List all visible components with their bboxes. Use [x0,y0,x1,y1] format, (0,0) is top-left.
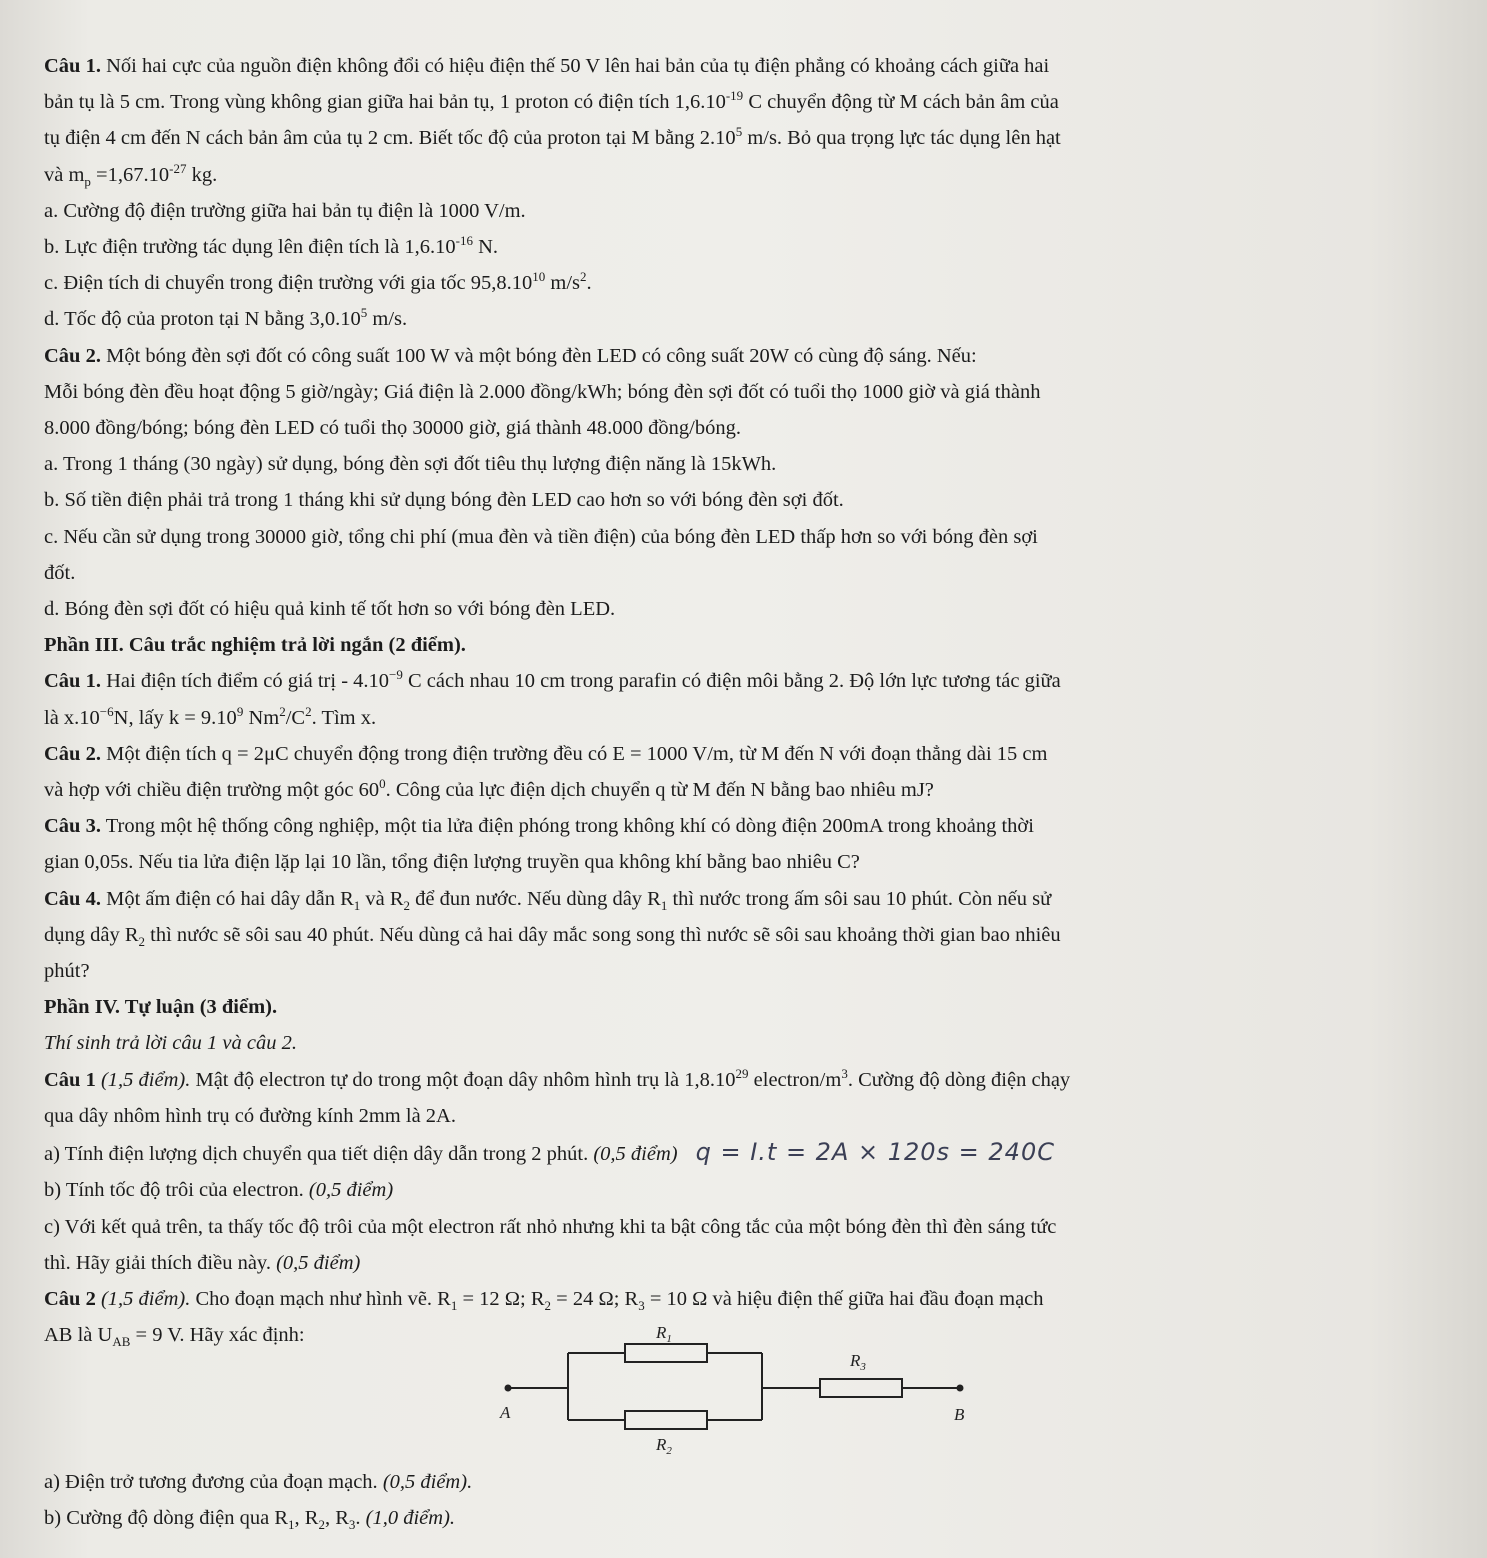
text-line [44,265,1444,301]
text-run: phút? [44,960,90,983]
text-line [44,193,1444,229]
text-run: b. Lực điện trường tác dụng lên điện tích là 1,6.10 [44,236,456,259]
text-run: = 9 V. Hãy xác định: [130,1324,305,1347]
text-run: Một điện tích q = 2μC chuyển động trong điện trường đều có E = 1000 V/m, từ M đến N với đoạn thẳng dài 15 cm [100,742,1048,765]
text-run: 2 [305,703,312,719]
text-run: (0,5 điểm) [308,1179,394,1202]
text-run: Câu 1. [44,670,101,693]
text-run: −9 [389,667,403,683]
text-run: a. Trong 1 tháng (30 ngày) sử dụng, bóng đèn sợi đốt tiêu thụ lượng điện năng là 15kWh. [44,453,777,476]
text-run: 8.000 đồng/bóng; bóng đèn LED có tuổi thọ 30000 giờ, giá thành 48.000 đồng/bóng. [44,417,741,440]
text-run: Câu 2. [44,742,101,765]
text-run: , R [324,1507,349,1530]
text-run: gian 0,05s. Nếu tia lửa điện lặp lại 10 lần, tổng điện lượng truyền qua không khí bằng bao nhiêu C? [44,851,860,874]
text-run: b. Số tiền điện phải trả trong 1 tháng khi sử dụng bóng đèn LED cao hơn so với bóng đèn sợi đốt. [44,489,844,512]
text-run: (1,5 điểm). [95,1068,191,1091]
text-run: c) Với kết quả trên, ta thấy tốc độ trôi của một electron rất nhỏ nhưng khi ta bật công tắc của một bóng đèn thì đèn sáng tức [44,1215,1057,1238]
text-run: m/s. Bỏ qua trọng lực tác dụng lên hạt [742,127,1061,150]
text-line [44,953,1444,989]
text-run: 3 [638,1298,645,1313]
text-run: AB [112,1334,131,1350]
text-line [44,1245,1444,1281]
text-run: (1,0 điểm). [365,1507,456,1530]
text-run: (0,5 điểm) [276,1251,361,1274]
text-run: 2 [544,1298,552,1313]
label-r3: $R_3$ [850,1351,866,1373]
text-run: Câu 1. [44,55,101,77]
text-run: thì nước trong ấm sôi sau 10 phút. Còn nếu sử [667,887,1052,910]
text-run: Phần III. Câu trắc nghiệm trả lời ngắn (2 điểm). [44,634,466,657]
question-sub-items [44,1464,1444,1536]
text-line [44,410,1444,446]
text-line [44,700,1444,736]
text-run: Câu 4. [44,887,101,910]
text-run: c. Điện tích di chuyển trong điện trường với gia tốc 95,8.10 [44,272,533,295]
text-run: electron/m [748,1068,842,1091]
text-run: p [84,173,91,189]
label-a: A [500,1403,511,1422]
text-run: . Tìm x. [311,706,377,729]
text-run: Một ấm điện có hai dây dẫn R [100,887,354,910]
text-run: 2 [138,933,146,949]
text-run: (0,5 điểm). [382,1471,473,1493]
text-run: = 12 Ω; R [457,1287,545,1310]
text-run: 1 [288,1517,295,1533]
text-run: , R [294,1507,319,1530]
text-run: bản tụ là 5 cm. Trong vùng không gian giữa hai bản tụ, 1 proton có điện tích 1,6.10 [44,91,726,114]
text-run: 9 [236,703,244,719]
text-line [44,808,1444,844]
text-line [44,881,1444,917]
text-line [44,555,1444,591]
text-run: Một bóng đèn sợi đốt có công suất 100 W và một bóng đèn LED có công suất 20W có cùng độ sáng. Nếu: [100,344,977,367]
text-line [44,229,1444,265]
text-run: a) Điện trở tương đương của đoạn mạch. [44,1471,383,1493]
text-run: =1,67.10 [90,163,170,186]
text-line [44,84,1444,120]
text-line [44,48,1444,84]
handwritten-answer: q = I.t = 2A × 120s = 240C [695,1138,1055,1167]
text-run: C chuyển động từ M cách bản âm của [743,91,1059,114]
text-line [44,1134,1444,1172]
text-run: Mỗi bóng đèn đều hoạt động 5 giờ/ngày; Giá điện là 2.000 đồng/kWh; bóng đèn sợi đốt có tuổi thọ 1000 giờ và giá thành [44,380,1041,403]
text-run: (0,5 điểm) [593,1143,678,1166]
text-run: /C [285,706,306,729]
text-run: kg. [186,163,218,186]
text-run: Câu 3. [44,815,101,838]
text-run: Mật độ electron tự do trong một đoạn dây nhôm hình trụ là 1,8.10 [190,1068,736,1091]
text-run: Phần IV. Tự luận (3 điểm). [44,996,278,1019]
text-run: và m [44,163,85,186]
text-run: b) Tính tốc độ trôi của electron. [44,1179,309,1202]
terminal-b [957,1385,964,1392]
text-run: . [586,272,592,295]
text-line [44,120,1444,156]
resistor-r1 [625,1344,707,1362]
text-line [44,627,1444,663]
text-run: . Cường độ dòng điện chạy [847,1068,1071,1091]
label-r1: $R_1$ [656,1323,672,1345]
text-line [44,1098,1444,1134]
text-run: Nối hai cực của nguồn điện không đổi có hiệu điện thế 50 V lên hai bản của tụ điện phẳng có khoảng cách giữa hai [100,55,1050,77]
terminal-a [505,1385,512,1392]
text-run: m/s. [367,308,408,331]
text-run: 10 [532,269,546,285]
text-run: Câu 2 [44,1287,96,1310]
text-run: = 24 Ω; R [551,1287,639,1310]
text-line [44,1172,1444,1208]
resistor-r3 [820,1379,902,1397]
text-line [44,1209,1444,1245]
text-run: là x.10 [44,706,100,729]
text-line [44,338,1444,374]
text-run: a. Cường độ điện trường giữa hai bản tụ điện là 1000 V/m. [44,199,526,222]
text-run: 3 [841,1065,848,1081]
text-line [44,591,1444,627]
circuit-diagram [490,1318,990,1468]
text-line [44,736,1444,772]
text-run: 1 [660,897,668,913]
text-run: đốt. [44,561,76,584]
text-line [44,446,1444,482]
text-line [44,989,1444,1025]
text-run: 5 [360,305,368,321]
text-run: 0 [379,776,386,792]
text-run: 2 [403,897,411,913]
text-run: −6 [99,703,114,719]
text-run: Cho đoạn mạch như hình vẽ. R [190,1287,451,1310]
text-line [44,1464,1444,1500]
text-run: -16 [455,233,473,249]
text-run: 2 [279,703,286,719]
text-line [44,482,1444,518]
text-run: để đun nước. Nếu dùng dây R [410,887,661,910]
text-run: 3 [348,1517,356,1533]
text-run: = 10 Ω và hiệu điện thế giữa hai đầu đoạn mạch [644,1287,1044,1310]
text-run: C cách nhau 10 cm trong parafin có điện môi bằng 2. Độ lớn lực tương tác giữa [402,670,1061,693]
text-line [44,1500,1444,1536]
exam-text-block [44,48,1444,1353]
text-run: thì nước sẽ sôi sau 40 phút. Nếu dùng cả hai dây mắc song song thì nước sẽ sôi sau khoảng thời gian bao nhiêu [145,923,1061,946]
text-line [44,844,1444,880]
text-run: . [355,1507,366,1530]
text-line [44,374,1444,410]
text-run: -19 [725,88,744,104]
text-line [44,301,1444,337]
text-run: m/s [545,272,580,295]
text-run: dụng dây R [44,923,139,946]
text-run: qua dây nhôm hình trụ có đường kính 2mm là 2A. [44,1104,456,1127]
text-run: và hợp với chiều điện trường một góc 60 [44,779,380,802]
text-run: 2 [580,269,587,285]
text-line [44,157,1444,193]
text-run: c. Nếu cần sử dụng trong 30000 giờ, tổng chi phí (mua đèn và tiền điện) của bóng đèn LED thấp hơn so với bóng đèn sợi [44,525,1038,548]
text-run: . Công của lực điện dịch chuyển q từ M đến N bằng bao nhiêu mJ? [385,779,934,802]
text-run: N, lấy k = 9.10 [113,706,237,729]
text-run: N. [473,236,499,259]
text-run: a) Tính điện lượng dịch chuyển qua tiết diện dây dẫn trong 2 phút. [44,1143,594,1166]
label-r2: $R_2$ [656,1435,672,1457]
text-run: tụ điện 4 cm đến N cách bản âm của tụ 2 cm. Biết tốc độ của proton tại M bằng 2.10 [44,127,736,150]
text-run: 1 [450,1298,458,1313]
text-run: Nm [243,706,280,729]
text-run: thì. Hãy giải thích điều này. [44,1251,277,1274]
label-b: B [954,1405,965,1424]
text-line [44,519,1444,555]
text-run: (1,5 điểm). [95,1287,191,1310]
text-line [44,1025,1444,1061]
text-run: Trong một hệ thống công nghiệp, một tia lửa điện phóng trong không khí có dòng điện 200mA trong khoảng thời [100,815,1034,838]
text-run: Câu 2. [44,344,101,367]
text-line [44,663,1444,699]
text-run: d. Tốc độ của proton tại N bằng 3,0.10 [44,308,361,331]
text-line [44,1062,1444,1098]
text-run: b) Cường độ dòng điện qua R [44,1507,289,1530]
text-run: -27 [169,160,187,176]
text-run: d. Bóng đèn sợi đốt có hiệu quả kinh tế tốt hơn so với bóng đèn LED. [44,598,616,621]
text-run: Câu 1 [44,1068,96,1091]
text-run: Thí sinh trả lời câu 1 và câu 2. [44,1032,297,1055]
text-run: 5 [735,124,743,140]
text-run: AB là U [44,1324,113,1347]
text-run: và R [360,887,404,910]
text-line [44,772,1444,808]
text-run: Hai điện tích điểm có giá trị - 4.10 [100,670,390,693]
text-line [44,1281,1444,1317]
text-run: 2 [318,1517,325,1533]
text-run: 29 [735,1065,749,1081]
resistor-r2 [625,1411,707,1429]
text-line [44,917,1444,953]
text-run: 1 [353,897,361,913]
